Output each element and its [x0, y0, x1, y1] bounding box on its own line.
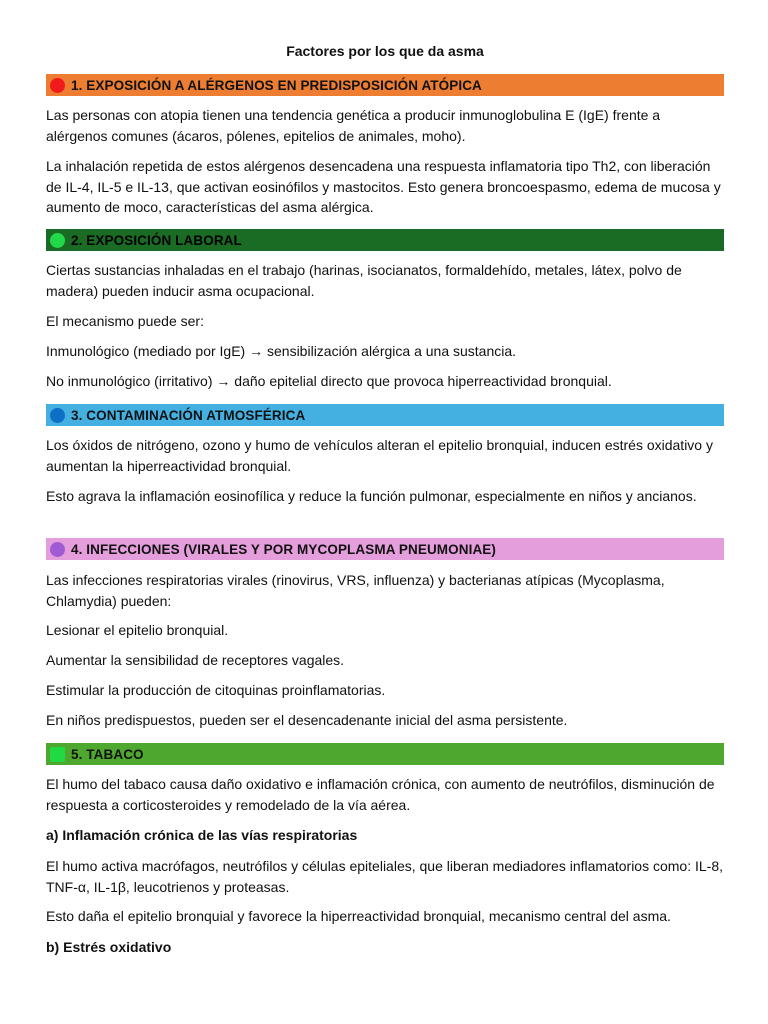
- paragraph: Estimular la producción de citoquinas proinflamatorias.: [46, 682, 386, 698]
- paragraph: Las personas con atopia tienen una tendencia genética a producir inmunoglobulina E (IgE) frente a alérgenos comunes (ácaros, pólenes, epitelios de animales, moho).: [46, 107, 661, 144]
- section-heading-5: [46, 743, 724, 765]
- paragraph: No inmunológico (irritativo) → daño epitelial directo que provoca hiperreactividad bronquial.: [46, 373, 612, 389]
- paragraph: La inhalación repetida de estos alérgenos desencadena una respuesta inflamatoria tipo Th2, con liberación de IL-4, IL-5 e IL-13, que activan eosinófilos y mastocitos. Esto genera broncoespasmo, edema de mucosa y aumento de moco, características del asma alérgica.: [46, 158, 721, 215]
- green-circle-icon: [50, 233, 65, 248]
- section-heading-1: [46, 74, 724, 96]
- section-heading-3: [46, 404, 724, 426]
- section-heading-label: 3. CONTAMINACIÓN ATMOSFÉRICA: [71, 407, 306, 423]
- paragraph: En niños predispuestos, pueden ser el desencadenante inicial del asma persistente.: [46, 712, 568, 728]
- section-heading-4: [46, 538, 724, 560]
- paragraph: Ciertas sustancias inhaladas en el trabajo (harinas, isocianatos, formaldehído, metales, látex, polvo de madera) pueden inducir asma ocupacional.: [46, 262, 682, 299]
- section-heading-label: 2. EXPOSICIÓN LABORAL: [71, 232, 242, 248]
- paragraph: Esto daña el epitelio bronquial y favorece la hiperreactividad bronquial, mecanismo central del asma.: [46, 908, 671, 924]
- section-heading-label: 1. EXPOSICIÓN A ALÉRGENOS EN PREDISPOSICIÓN ATÓPICA: [71, 77, 482, 93]
- paragraph: Esto agrava la inflamación eosinofílica y reduce la función pulmonar, especialmente en niños y ancianos.: [46, 488, 697, 504]
- section-heading-label: 4. INFECCIONES (VIRALES Y POR MYCOPLASMA PNEUMONIAE): [71, 541, 496, 557]
- paragraph: Los óxidos de nitrógeno, ozono y humo de vehículos alteran el epitelio bronquial, inducen estrés oxidativo y aumentan la hiperreactividad bronquial.: [46, 437, 713, 474]
- red-circle-icon: [50, 78, 65, 93]
- paragraph: Lesionar el epitelio bronquial.: [46, 622, 229, 638]
- blue-circle-icon: [50, 408, 65, 423]
- green-square-icon: [50, 747, 65, 762]
- page-title: Factores por los que da asma: [286, 43, 484, 59]
- purple-circle-icon: [50, 542, 65, 557]
- section-heading-2: [46, 229, 724, 251]
- paragraph: Inmunológico (mediado por IgE) → sensibilización alérgica a una sustancia.: [46, 343, 517, 359]
- paragraph: Aumentar la sensibilidad de receptores vagales.: [46, 652, 345, 668]
- paragraph: El humo del tabaco causa daño oxidativo e inflamación crónica, con aumento de neutrófilos, disminución de respuesta a corticosteroides y remodelado de la vía aérea.: [46, 776, 715, 813]
- subheading: a) Inflamación crónica de las vías respiratorias: [46, 827, 358, 843]
- section-heading-label: 5. TABACO: [71, 746, 144, 762]
- paragraph: El mecanismo puede ser:: [46, 313, 204, 329]
- subheading: b) Estrés oxidativo: [46, 939, 172, 955]
- paragraph: El humo activa macrófagos, neutrófilos y células epiteliales, que liberan mediadores inflamatorios como: IL-8, TNF-α, IL-1β, leucotrienos y proteasas.: [46, 858, 724, 895]
- paragraph: Las infecciones respiratorias virales (rinovirus, VRS, influenza) y bacterianas atípicas (Mycoplasma, Chlamydia) pueden:: [46, 572, 665, 609]
